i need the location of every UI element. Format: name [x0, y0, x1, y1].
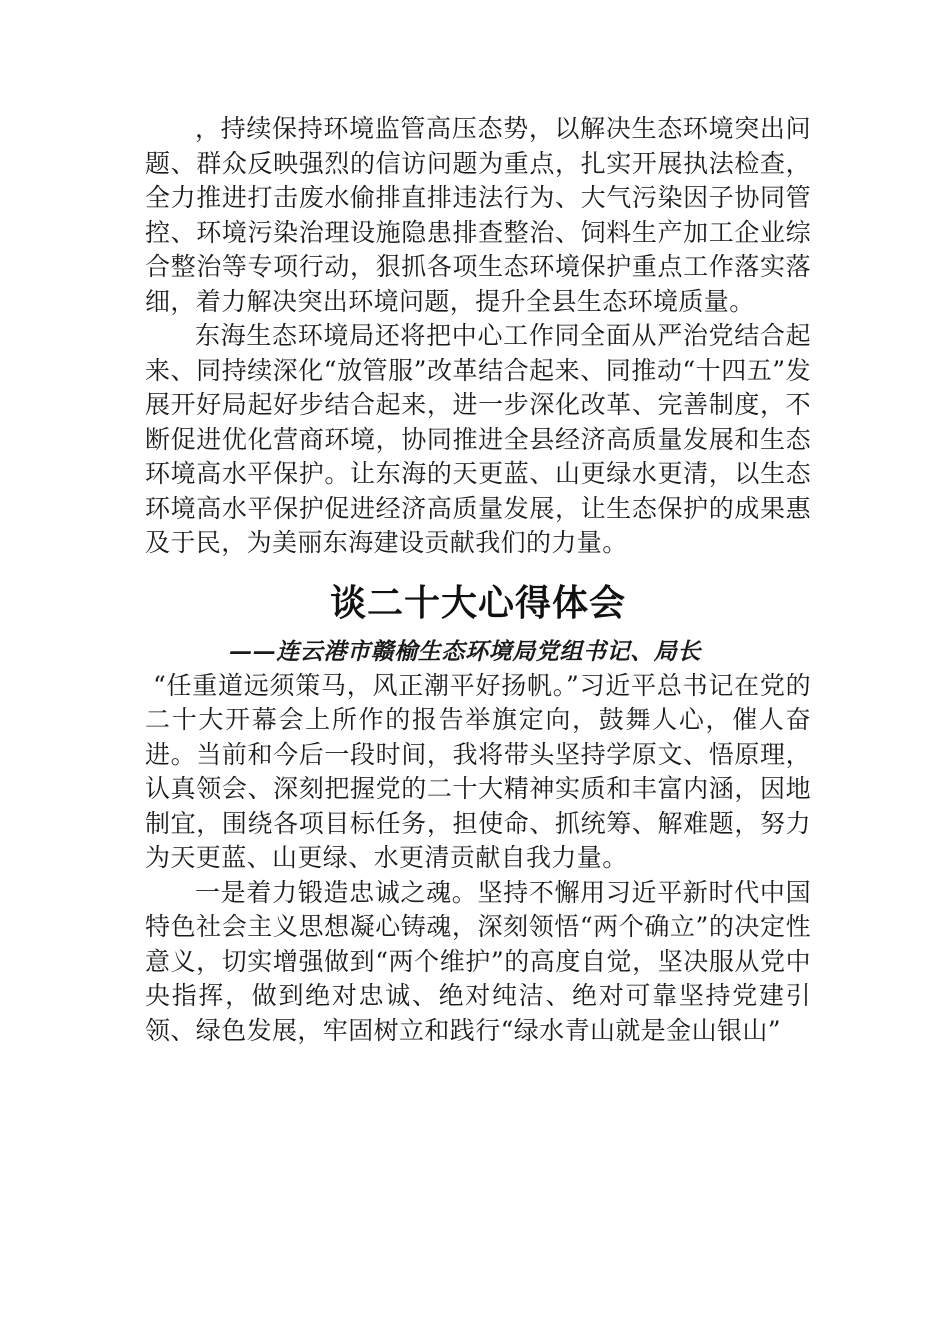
paragraph-loyalty: 一是着力锻造忠诚之魂。坚持不懈用习近平新时代中国特色社会主义思想凝心铸魂，深刻领悟“两个确立”的决定性意义，切实增强做到“两个维护”的高度自觉，坚决服从党中央指挥，做到绝对忠诚、绝对纯洁、绝对可靠坚持党建引领、绿色发展，牢固树立和践行“绿水青山就是金山银山”	[145, 877, 811, 1045]
paragraph-intro-quote: “任重道远须策马，风正潮平好扬帆。”习近平总书记在党的二十大开幕会上所作的报告举旗定向，鼓舞人心，催人奋进。当前和今后一段时间，我将带头坚持学原文、悟原理，认真领会、深刻把握党的二十大精神实质和丰富内涵，因地制宜，围绕各项目标任务，担使命、抓统筹、解难题，努力为天更蓝、山更绿、水更清贡献自我力量。	[145, 670, 811, 872]
article-title: 谈二十大心得体会	[329, 582, 626, 624]
article-subtitle: ——连云港市赣榆生态环境局党组书记、局长	[229, 637, 701, 665]
document-page	[145, 112, 811, 1048]
paragraph-donghai-bureau: 东海生态环境局还将把中心工作同全面从严治党结合起来、同持续深化“放管服”改革结合起来、同推动“十四五”发展开好局起好步结合起来，进一步深化改革、完善制度，不断促进优化营商环境，协同推进全县经济高质量发展和生态环境高水平保护。让东海的天更蓝、山更绿水更清，以生态环境高水平保护促进经济高质量发展，让生态保护的成果惠及于民，为美丽东海建设贡献我们的力量。	[145, 321, 811, 557]
paragraph-enforcement: ，持续保持环境监管高压态势，以解决生态环境突出问题、群众反映强烈的信访问题为重点，扎实开展执法检查，全力推进打击废水偷排直排违法行为、大气污染因子协同管控、环境污染治理设施隐患排查整治、饲料生产加工企业综合整治等专项行动，狠抓各项生态环境保护重点工作落实落细，着力解决突出环境问题，提升全县生态环境质量。	[145, 114, 811, 316]
